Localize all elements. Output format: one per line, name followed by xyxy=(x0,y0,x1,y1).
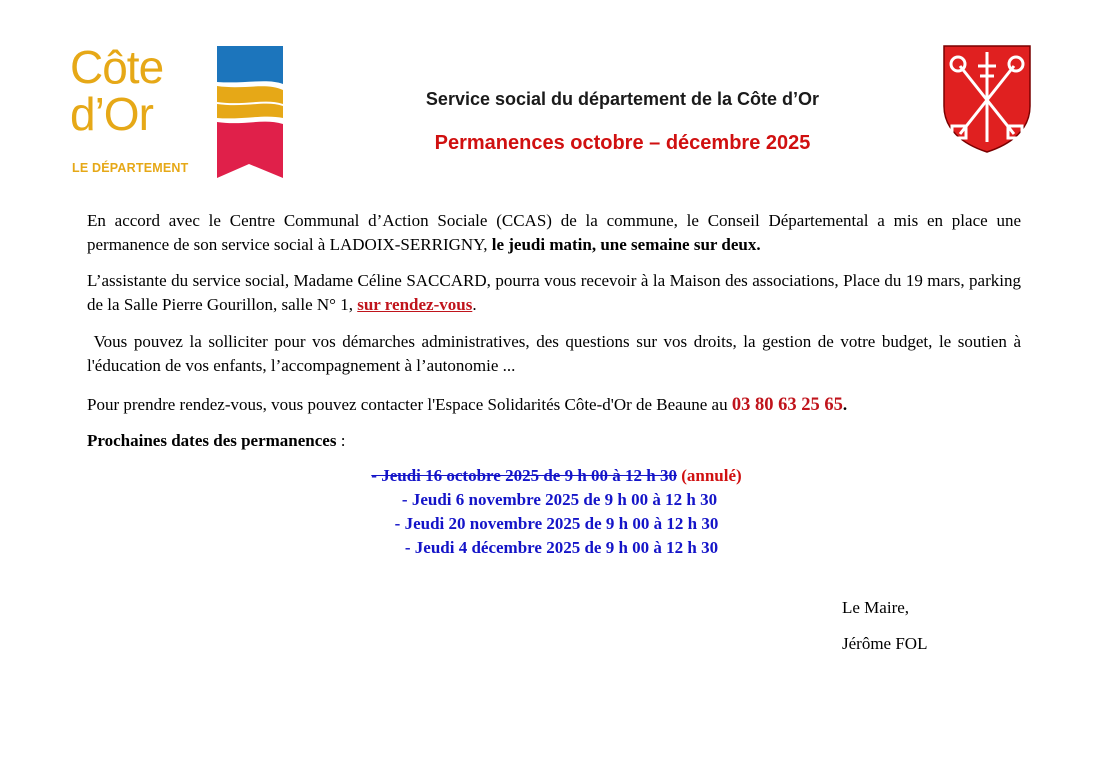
list-item xyxy=(0,536,1113,560)
signature-name: Jérôme FOL xyxy=(842,634,928,653)
paragraph-assistant xyxy=(87,269,1021,317)
date-entry: - Jeudi 20 novembre 2025 de 9 h 00 à 12 h 30 xyxy=(394,514,719,533)
contact-end: . xyxy=(842,395,848,414)
coat-of-arms-icon xyxy=(942,44,1032,154)
date-cancelled: - Jeudi 16 octobre 2025 de 9 h 00 à 12 h 30 xyxy=(371,466,677,485)
list-item xyxy=(0,488,1113,512)
assistant-end: . xyxy=(472,295,477,314)
page-subtitle: Permanences octobre – décembre 2025 xyxy=(434,132,811,154)
cote-dor-logo xyxy=(70,41,286,180)
intro-text: En accord avec le Centre Communal d’Action Sociale (CCAS) de la commune, le Conseil Départemental a mis en place une permanence de son service social à LADOIX-SERRIGNY, xyxy=(87,211,1021,254)
assistant-text: L’assistante du service social, Madame Céline SACCARD, pourra vous recevoir à la Maison des associations, Place du 19 mars, parking de la Salle Pierre Gourillon, salle N° 1, xyxy=(87,271,1021,314)
logo-line-1: Côte xyxy=(70,41,164,93)
logo-line-2: d’Or xyxy=(70,88,153,140)
paragraph-intro xyxy=(87,209,1021,257)
dates-list xyxy=(0,464,1113,560)
page-title: Service social du département de la Côte d’Or xyxy=(425,89,820,109)
list-item xyxy=(0,512,1113,536)
dates-heading-bold: Prochaines dates des permanences xyxy=(87,431,337,450)
dates-heading xyxy=(87,429,1021,453)
date-entry: - Jeudi 4 décembre 2025 de 9 h 00 à 12 h 30 xyxy=(404,538,719,557)
intro-bold: le jeudi matin, une semaine sur deux. xyxy=(491,235,761,254)
logo-wordmark xyxy=(70,41,164,140)
cancelled-note: (annulé) xyxy=(676,466,742,485)
dates-heading-end: : xyxy=(336,431,346,450)
logo-subtitle: LE DÉPARTEMENT xyxy=(72,161,189,175)
list-item xyxy=(0,464,1113,488)
paragraph-contact xyxy=(87,393,1021,417)
signature-role: Le Maire, xyxy=(842,598,910,617)
logo-flag-icon xyxy=(215,46,285,178)
date-entry: - Jeudi 6 novembre 2025 de 9 h 00 à 12 h 30 xyxy=(401,490,718,509)
appointment-emphasis: sur rendez-vous xyxy=(357,295,473,314)
phone-number: 03 80 63 25 65 xyxy=(731,395,843,415)
contact-text: Pour prendre rendez-vous, vous pouvez contacter l'Espace Solidarités Côte-d'Or de Beaune au xyxy=(87,395,732,414)
paragraph-services: Vous pouvez la solliciter pour vos démarches administratives, des questions sur vos droits, la gestion de votre budget, le soutien à l'éducation de vos enfants, l’accompagnement à l’autonomie ... xyxy=(87,332,1026,375)
